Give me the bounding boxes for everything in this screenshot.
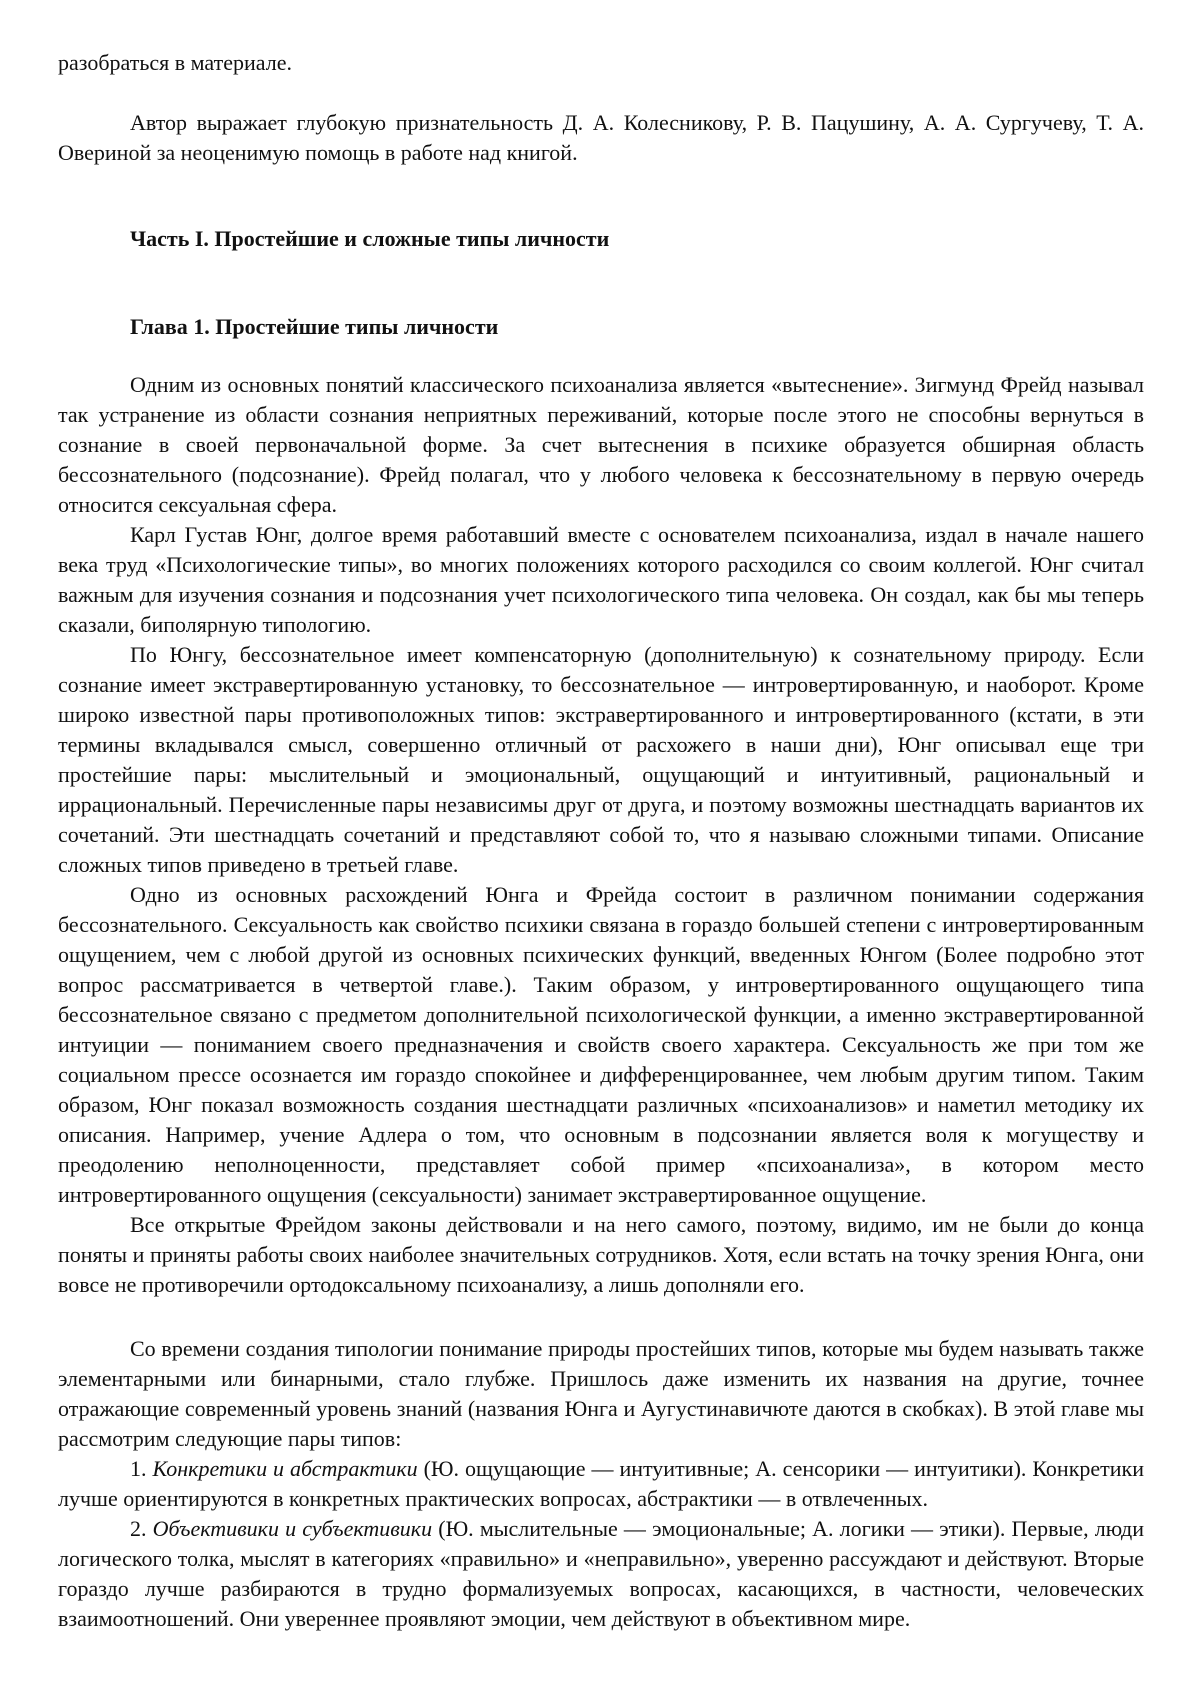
paragraph-freud-laws: Все открытые Фрейдом законы действовали и на него самого, поэтому, видимо, им не были до конца поняты и приняты работы своих наиболее значительных сотрудников. Хотя, если встать на точку зрения Юнга, они вовсе не противоречили ортодоксальному психоанализу, а лишь дополняли его. — [58, 1212, 1144, 1297]
paragraph-intro-end: разобраться в материале. — [58, 50, 292, 75]
list-item-objective-subjective — [58, 1514, 1144, 1634]
paragraph-repression: Одним из основных понятий классического психоанализа является «вытеснение». Зигмунд Фрейд называл так устранение из области сознания неприятных переживаний, которые после этого не способны вернуться в сознание в своей первоначальной форме. За счет вытеснения в психике образуется обширная область бессознательного (подсознание). Фрейд полагал, что у любого человека к бессознательному в первую очередь относится сексуальная сфера. — [58, 372, 1144, 517]
paragraph-compensatory: По Юнгу, бессознательное имеет компенсаторную (дополнительную) к сознательному природу. Если сознание имеет экстравертированную установку, то бессознательное — интровертированную, и наоборот. Кроме широко известной пары противоположных типов: экстравертированного и интровертированного (кстати, в эти термины вкладывался смысл, совершенно отличный от расхожего в наши дни), Юнг описывал еще три простейшие пары: мыслительный и эмоциональный, ощущающий и интуитивный, рациональный и иррациональный. Перечисленные пары независимы друг от друга, и поэтому возможны шестнадцать вариантов их сочетаний. Эти шестнадцать сочетаний и представляют собой то, что я называю сложными типами. Описание сложных типов приведено в третьей главе. — [58, 642, 1144, 877]
list-item-concrete-abstract — [58, 1454, 1144, 1514]
chapter-title: Глава 1. Простейшие типы личности — [130, 314, 499, 339]
list-item-text: (Ю. мыслительные — эмоциональные; А. логики — этики). Первые, люди логического толка, мыслят в категориях «правильно» и «неправильно», уверенно рассуждают и действуют. Вторые гораздо лучше разбираются в трудно формализуемых вопросах, касающихся, в частности, человеческих взаимоотношений. Они увереннее проявляют эмоции, чем действуют в объективном мире. — [58, 1516, 1144, 1631]
list-item-term: Конкретики и абстрактики — [152, 1456, 418, 1481]
list-item-text: (Ю. ощущающие — интуитивные; А. сенсорики — интуитики). Конкретики лучше ориентируются в конкретных практических вопросах, абстрактики — в отвлеченных. — [58, 1456, 1144, 1511]
part-title: Часть I. Простейшие и сложные типы личности — [130, 226, 610, 251]
list-item-term: Объективики и субъективики — [152, 1516, 433, 1541]
list-item-number: 1. — [130, 1456, 153, 1481]
document-page — [58, 48, 1144, 1634]
paragraph-typology-since: Со времени создания типологии понимание природы простейших типов, которые мы будем называть также элементарными или бинарными, стало глубже. Пришлось даже изменить их названия на другие, точнее отражающие современный уровень знаний (названия Юнга и Аугустинавичюте даются в скобках). В этой главе мы рассмотрим следующие пары типов: — [58, 1336, 1144, 1451]
paragraph-divergence: Одно из основных расхождений Юнга и Фрейда состоит в различном понимании содержания бессознательного. Сексуальность как свойство психики связана в гораздо большей степени с интровертированным ощущением, чем с любой другой из основных психических функций, введенных Юнгом (Более подробно этот вопрос рассматривается в четвертой главе.). Таким образом, у интровертированного ощущающего типа бессознательное связано с предметом дополнительной психологической функции, а именно экстравертированной интуиции — пониманием своего предназначения и свойств своего характера. Сексуальность же при том же социальном прессе осознается им гораздо спокойнее и дифференцированнее, чем любым другим типом. Таким образом, Юнг показал возможность создания шестнадцати различных «психоанализов» и наметил методику их описания. Например, учение Адлера о том, что основным в подсознании является воля к могуществу и преодолению неполноценности, представляет собой пример «психоанализа», в котором место интровертированного ощущения (сексуальности) занимает экстравертированное ощущение. — [58, 882, 1144, 1207]
paragraph-jung-types: Карл Густав Юнг, долгое время работавший вместе с основателем психоанализа, издал в начале нашего века труд «Психологические типы», во многих положениях которого расходился со своим коллегой. Юнг считал важным для изучения сознания и подсознания учет психологического типа человека. Он создал, как бы мы теперь сказали, биполярную типологию. — [58, 522, 1144, 637]
paragraph-acknowledgement: Автор выражает глубокую признательность Д. А. Колесникову, Р. В. Пацушину, А. А. Сургучеву, Т. А. Овериной за неоценимую помощь в работе над книгой. — [58, 110, 1144, 165]
list-item-number: 2. — [130, 1516, 153, 1541]
